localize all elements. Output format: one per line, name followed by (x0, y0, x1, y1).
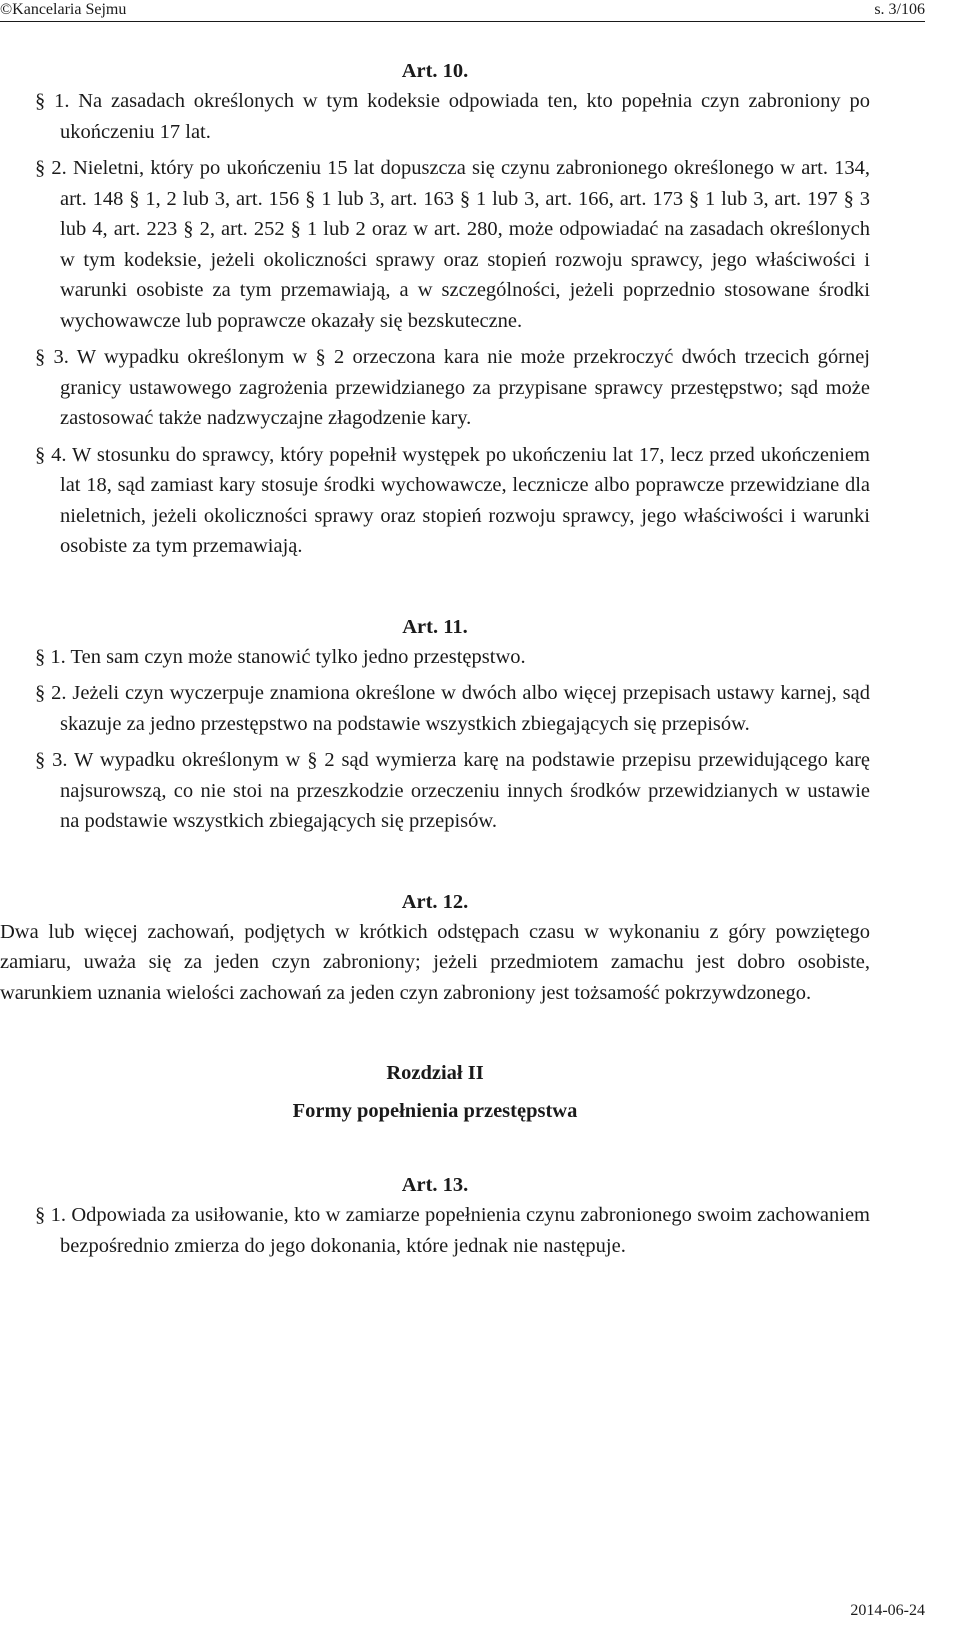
article-11-para-1: § 1. Ten sam czyn może stanowić tylko jedno przestępstwo. (35, 645, 526, 668)
article-12-text: Dwa lub więcej zachowań, podjętych w krótkich odstępach czasu w wykonaniu z góry powziętego zamiaru, uważa się za jeden czyn zabroniony; jeżeli przedmiotem zamachu jest dobro osobiste, warunkiem uznania wielości zachowań za jeden czyn zabroniony jest tożsamość pokrzywdzonego. (0, 920, 870, 1004)
article-13 (0, 1170, 870, 1261)
article-10 (0, 56, 870, 562)
article-10-para-2: § 2. Nieletni, który po ukończeniu 15 lat dopuszcza się czynu zabronionego określonego w art. 134, art. 148 § 1, 2 lub 3, art. 156 § 1 lub 3, art. 163 § 1 lub 3, art. 166, art. 173 § 1 lub 3, art. 197 § 3 lub 4, art. 223 § 2, art. 252 § 1 lub 2 oraz w art. 280, może odpowiadać na zasadach określonych w tym kodeksie, jeżeli okoliczności sprawy oraz stopień rozwoju sprawcy, jego właściwości i warunki osobiste za tym przemawiają, a w szczególności, jeżeli poprzednio stosowane środki wychowawcze lub poprawcze okazały się bezskuteczne. (35, 157, 870, 332)
header-left: ©Kancelaria Sejmu (0, 1, 127, 18)
footer-date: 2014-06-24 (850, 1602, 925, 1619)
article-11 (0, 612, 870, 837)
chapter-title: Formy popełnienia przestępstwa (292, 1100, 578, 1122)
header-divider (0, 21, 925, 22)
document-body (0, 56, 870, 1267)
chapter-heading (0, 1058, 870, 1126)
article-13-para-1: § 1. Odpowiada za usiłowanie, kto w zamiarze popełnienia czynu zabronionego swoim zachowaniem bezpośrednio zmierza do jego dokonania, które jednak nie następuje. (35, 1204, 870, 1257)
article-10-para-3: § 3. W wypadku określonym w § 2 orzeczona kara nie może przekroczyć dwóch trzecich górnej granicy ustawowego zagrożenia przewidzianego za przypisane sprawcy przestępstwo; sąd może zastosować także nadzwyczajne złagodzenie kary. (35, 346, 870, 429)
article-12-title: Art. 12. (401, 890, 469, 913)
article-10-title: Art. 10. (401, 60, 469, 82)
article-10-para-1: § 1. Na zasadach określonych w tym kodeksie odpowiada ten, kto popełnia czyn zabroniony po ukończeniu 17 lat. (35, 90, 870, 143)
article-13-title: Art. 13. (401, 1174, 469, 1196)
chapter-number: Rozdział II (386, 1062, 484, 1084)
page-number: s. 3/106 (874, 1, 925, 18)
article-11-para-2: § 2. Jeżeli czyn wyczerpuje znamiona określone w dwóch albo więcej przepisach ustawy karnej, sąd skazuje za jedno przestępstwo na podstawie wszystkich zbiegających się przepisów. (35, 682, 870, 735)
article-11-title: Art. 11. (402, 615, 468, 638)
article-12 (0, 887, 870, 1009)
article-10-para-4: § 4. W stosunku do sprawcy, który popełnił występek po ukończeniu lat 17, lecz przed ukończeniem lat 18, sąd zamiast kary stosuje środki wychowawcze, lecznicze albo poprawcze przewidziane dla nieletnich, jeżeli okoliczności sprawy oraz stopień rozwoju sprawcy, jego właściwości i warunki osobiste za tym przemawiają. (35, 443, 870, 557)
article-11-para-3: § 3. W wypadku określonym w § 2 sąd wymierza karę na podstawie przepisu przewidującego karę najsurowszą, co nie stoi na przeszkodzie orzeczeniu innych środków przewidzianych w ustawie na podstawie wszystkich zbiegających się przepisów. (35, 749, 870, 832)
